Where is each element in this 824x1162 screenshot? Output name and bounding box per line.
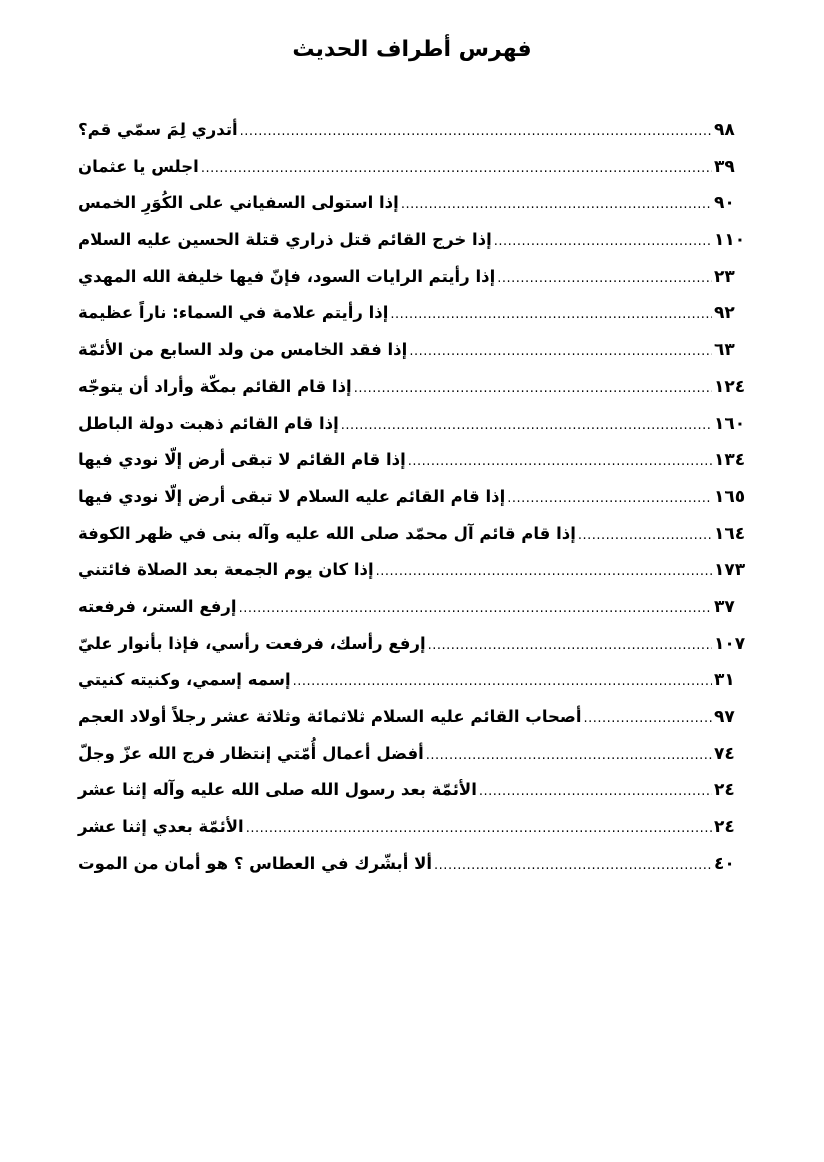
dot-leader: [507, 484, 712, 514]
entry-text: إسمه إسمي، وكنيته كنيتي: [78, 670, 291, 690]
index-entry: [78, 629, 750, 666]
entry-text: إذا قام القائم بمكّة وأراد أن يتوجّه: [78, 376, 352, 396]
entry-text: إذا قام قائم آل محمّد صلى الله عليه وآله بنى في ظهر الكوفة: [78, 523, 576, 543]
entry-page-number: ٣٩: [714, 156, 735, 177]
index-entry: [78, 372, 750, 409]
entry-text: أصحاب القائم عليه السلام ثلاثمائة وثلاثة عشر رجلاً أولاد العجم: [78, 707, 582, 726]
index-entry: [78, 592, 750, 629]
index-entry: [78, 335, 750, 372]
hadith-index-list: [78, 115, 750, 885]
page-title: فهرس أطراف الحديث: [292, 37, 532, 62]
entry-text: إرفع الستر، فرفعته: [78, 596, 237, 616]
entry-page-number: ٤٠: [714, 853, 735, 874]
index-entry: [78, 812, 750, 849]
dot-leader: [240, 117, 712, 147]
dot-leader: [497, 264, 712, 294]
index-entry: [78, 225, 750, 262]
entry-text: اجلس يا عثمان: [78, 156, 199, 176]
dot-leader: [239, 594, 712, 624]
entry-page-number: ٧٤: [714, 743, 735, 764]
entry-text: أتدري لِمَ سمّي قم؟: [78, 120, 238, 139]
entry-page-number: ١٢٤: [714, 376, 746, 397]
entry-page-number: ١١٠: [714, 230, 746, 251]
index-entry: [78, 262, 750, 299]
entry-text: الأئمّة بعدي إثنا عشر: [78, 817, 244, 837]
index-entry: [78, 665, 750, 702]
index-entry: [78, 445, 750, 482]
entry-text: إذا فقد الخامس من ولد السابع من الأئمّة: [78, 340, 408, 360]
entry-page-number: ٦٣: [714, 340, 735, 361]
entry-page-number: ٩٢: [714, 303, 735, 324]
index-entry: [78, 775, 750, 812]
dot-leader: [428, 631, 712, 661]
entry-text: إذا قام القائم ذهبت دولة الباطل: [78, 413, 339, 433]
dot-leader: [426, 741, 712, 771]
entry-page-number: ٩٨: [714, 120, 735, 140]
entry-page-number: ٢٤: [714, 780, 735, 801]
dot-leader: [409, 337, 712, 367]
index-entry: [78, 115, 750, 152]
entry-text: إذا استولى السفياني على الكُوَرِ الخمس: [78, 193, 399, 213]
entry-page-number: ٢٤: [714, 817, 735, 838]
dot-leader: [293, 667, 712, 697]
entry-page-number: ١٦٠: [714, 413, 746, 434]
dot-leader: [494, 227, 712, 257]
entry-text: إذا خرج القائم قتل ذراري قتلة الحسين عليه السلام: [78, 230, 492, 250]
dot-leader: [341, 411, 712, 441]
dot-leader: [584, 704, 713, 734]
entry-page-number: ٣٧: [714, 596, 735, 617]
dot-leader: [376, 557, 712, 587]
entry-page-number: ١٦٤: [714, 523, 746, 544]
index-entry: [78, 409, 750, 446]
index-entry: [78, 555, 750, 592]
entry-page-number: ١٣٤: [714, 450, 746, 471]
dot-leader: [401, 190, 712, 220]
dot-leader: [479, 777, 712, 807]
dot-leader: [408, 447, 712, 477]
entry-text: إذا رأيتم الرايات السود، فإنّ فيها خليفة الله المهدي: [78, 266, 496, 286]
index-entry: [78, 519, 750, 556]
index-entry: [78, 482, 750, 519]
entry-page-number: ٣١: [714, 670, 735, 691]
entry-page-number: ١٦٥: [714, 486, 746, 507]
index-entry: [78, 298, 750, 335]
dot-leader: [246, 814, 712, 844]
entry-text: إذا قام القائم عليه السلام لا تبقى أرض إلّا نودي فيها: [78, 486, 506, 506]
index-entry: [78, 152, 750, 189]
entry-page-number: ١٧٣: [714, 560, 746, 581]
dot-leader: [434, 851, 712, 881]
entry-text: إذا كان يوم الجمعة بعد الصلاة فائتني: [78, 560, 374, 580]
index-entry: [78, 702, 750, 739]
entry-page-number: ٩٠: [714, 193, 735, 214]
entry-text: ألا أبشّرك في العطاس ؟ هو أمان من الموت: [78, 853, 433, 873]
entry-page-number: ٩٧: [714, 707, 735, 727]
entry-page-number: ٢٣: [714, 266, 735, 287]
entry-text: إرفع رأسك، فرفعت رأسي، فإذا بأنوار عليّ: [78, 633, 426, 653]
dot-leader: [390, 300, 712, 330]
index-entry: [78, 739, 750, 776]
entry-text: الأئمّة بعد رسول الله صلى الله عليه وآله إثنا عشر: [78, 780, 477, 800]
entry-text: أفضل أعمال أُمّتي إنتظار فرج الله عزّ وجلّ: [78, 743, 424, 763]
index-entry: [78, 188, 750, 225]
dot-leader: [201, 154, 712, 184]
dot-leader: [354, 374, 712, 404]
entry-page-number: ١٠٧: [714, 633, 746, 654]
entry-text: إذا قام القائم لا تبقى أرض إلّا نودي فيها: [78, 450, 406, 470]
dot-leader: [578, 521, 712, 551]
index-entry: [78, 849, 750, 886]
entry-text: إذا رأيتم علامة في السماء: ناراً عظيمة: [78, 303, 389, 323]
